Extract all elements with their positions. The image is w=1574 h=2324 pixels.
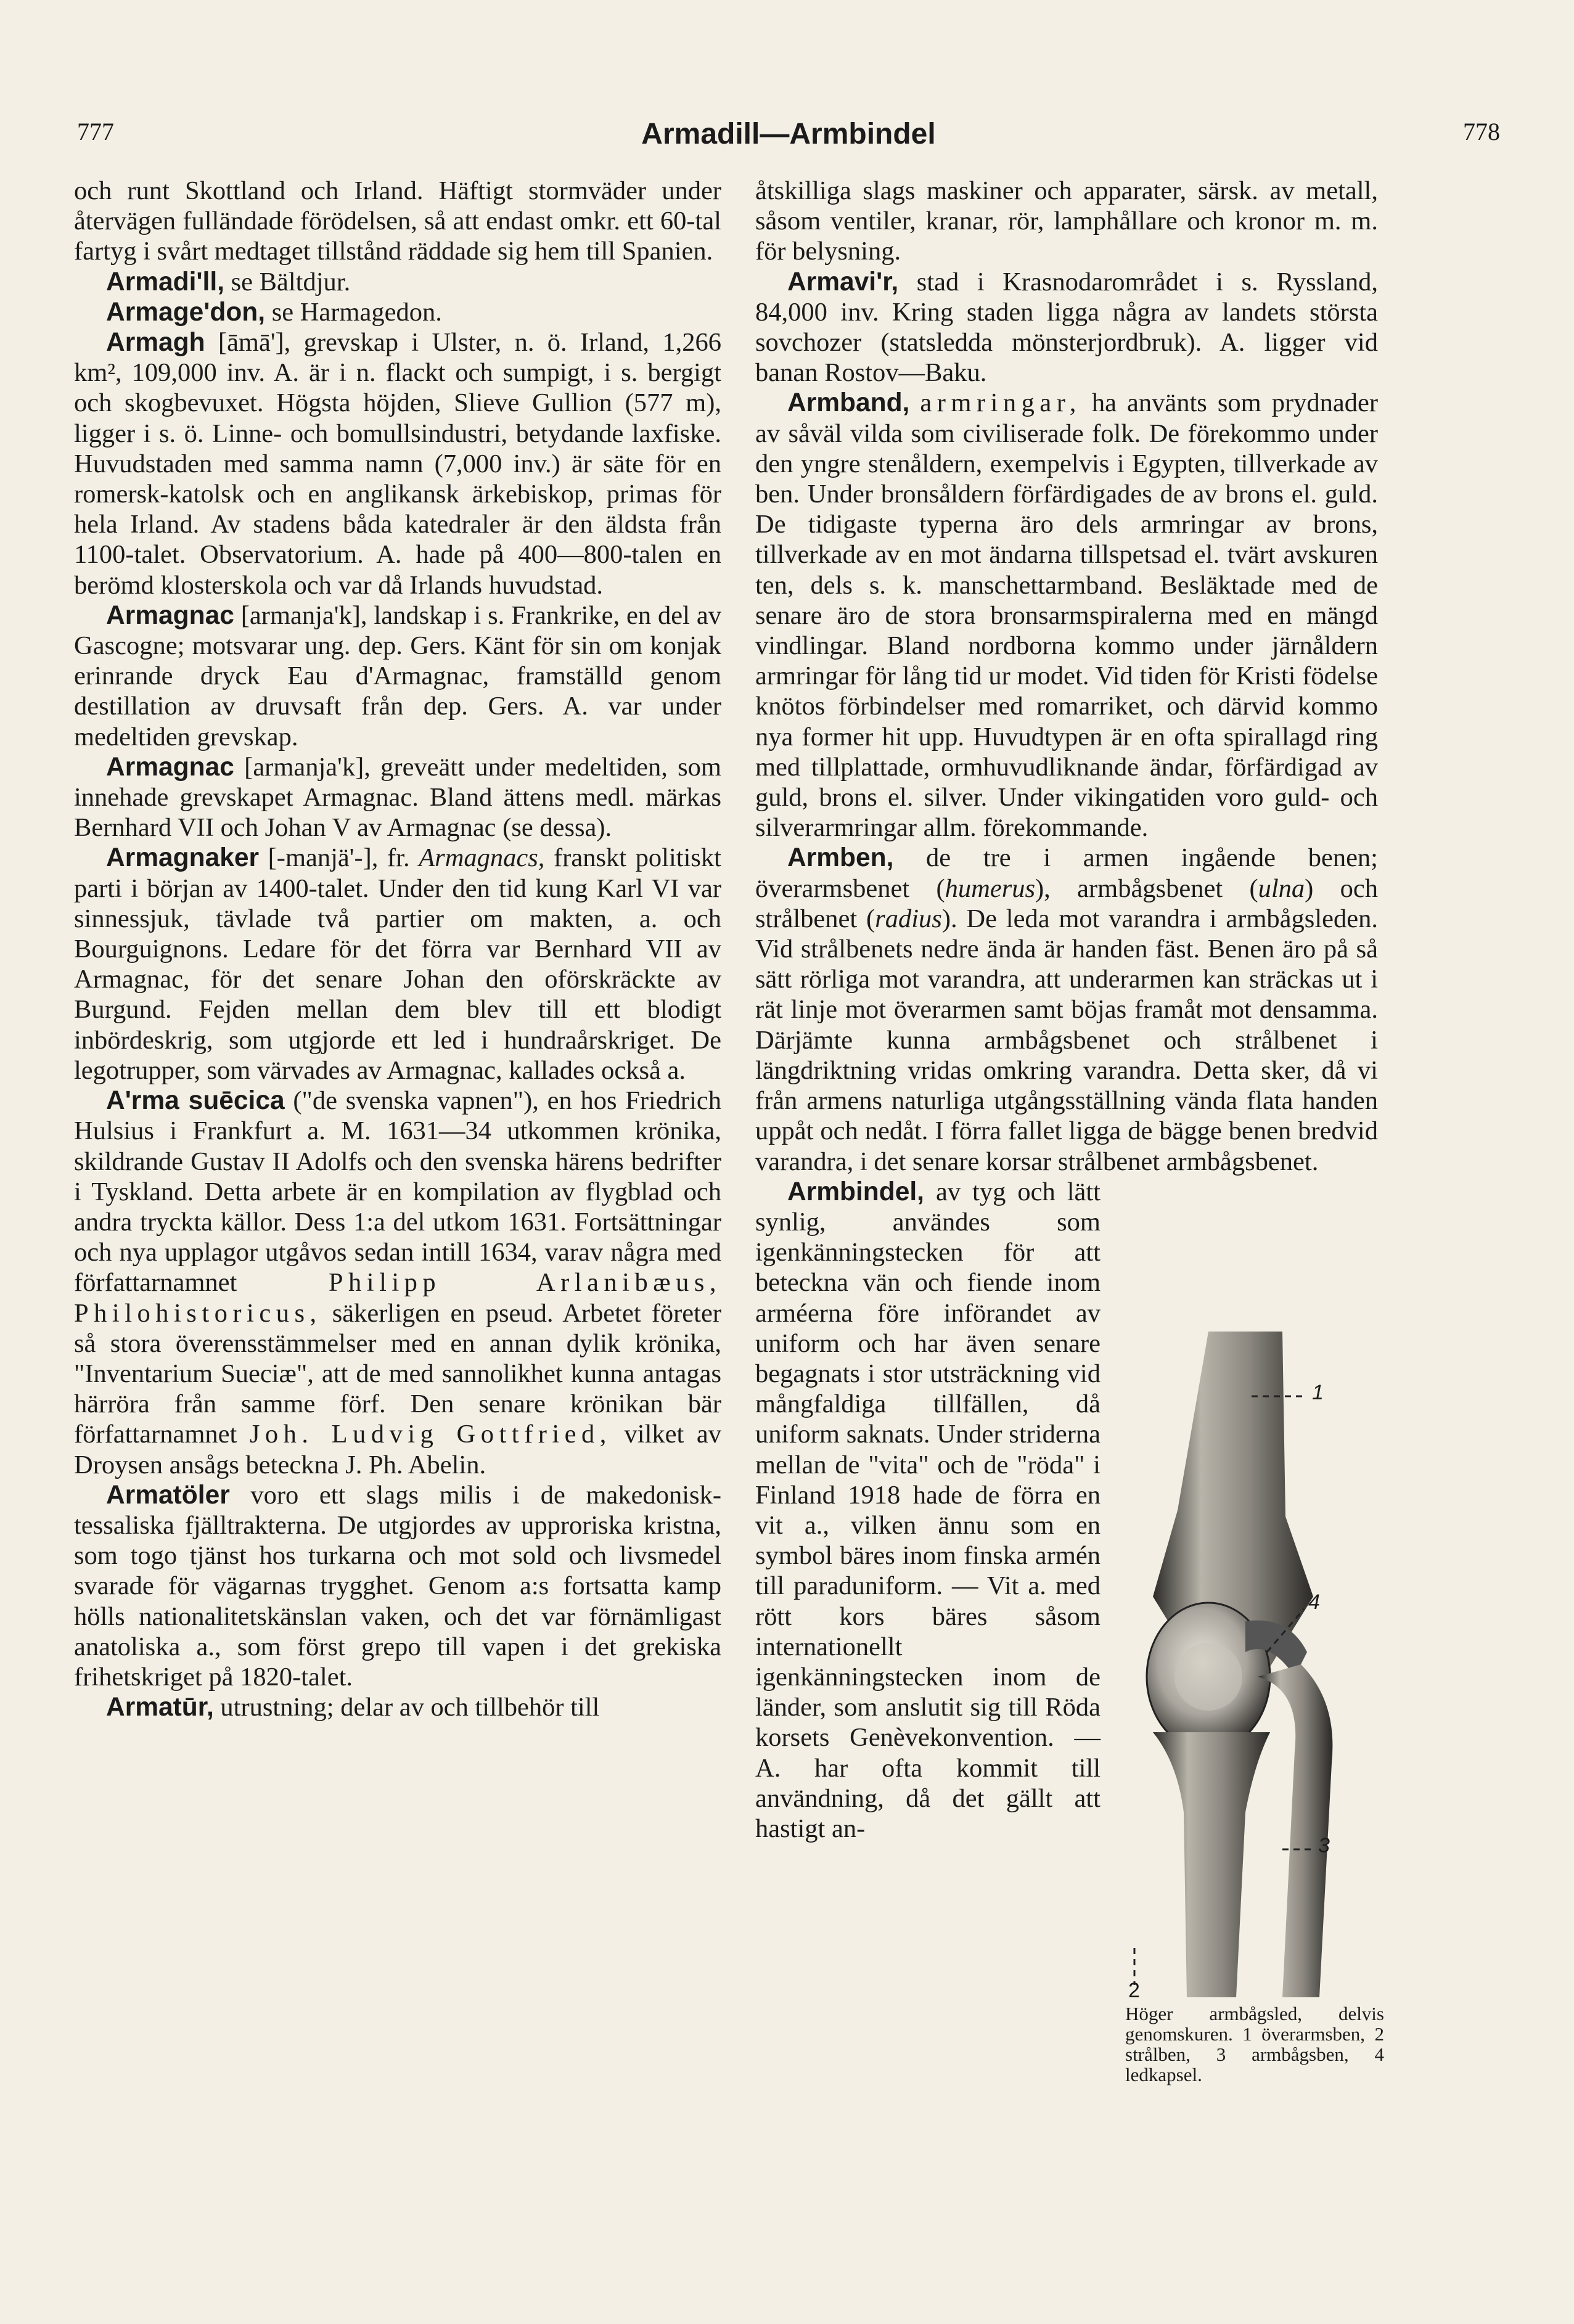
running-title: Armadill—Armbindel (641, 118, 936, 150)
entry-italic: ulna (1258, 874, 1305, 903)
entry-armagedon (74, 297, 721, 327)
entry-text: se Harmagedon. (265, 297, 442, 327)
figure-label-1: 1 (1312, 1381, 1324, 1404)
entry-text: [āmā'], grevskap i Ulster, n. ö. Irland, 1,266 km², 109,000 inv. A. är i n. flackt och sumpigt, i s. bergigt och skogbevuxet. Högsta höjden, Slieve Gullion (577 m), ligger i s. ö. Linne- och bomullsindustri, betydande laxfiske. Huvudstaden med samma namn (7,000 inv.) är säte för en romersk-katolsk och en anglikansk ärkebiskop, primas för hela Irland. Av stadens båda katedraler är den äldsta från 1100-talet. Observatorium. A. hade på 400—800-talen en berömd klosterskola och var då Irlands huvudstad. (74, 328, 721, 600)
figure-label-4: 4 (1308, 1590, 1320, 1614)
entry-armagnac-landskap (74, 600, 721, 752)
entry-text: av tyg och lätt synlig, användes som igenkänningstecken för att beteckna vän och fiende inom arméerna före införandet av uniform och har även senare begagnats i stor utsträckning vid mångfaldiga tillfällen, då uniform saknats. Under striderna mellan de "vita" och de "röda" i Finland 1918 hade de förra en vit a., vilken ännu som en symbol bäres inom finska armén till paraduniform. — Vit a. med rött kors bäres såsom internationellt igenkänningstecken inom de länder, som anslutit sig till Röda korsets Genèvekonvention. — A. har ofta kommit till användning, då det gällt att hastigt an- (755, 1177, 1101, 1843)
headword: Armatūr, (106, 1693, 214, 1722)
figure-label-2: 2 (1128, 1979, 1140, 2002)
headword: A'rma suēcica (106, 1086, 285, 1116)
entry-italic: humerus (945, 874, 1036, 903)
entry-text: vilket av Droysen ansågs beteckna J. Ph. Abelin. (74, 1420, 722, 1479)
entry-text: ha använts som prydnader av såväl vilda som civiliserade folk. De förekommo under den yngre stenåldern, exempelvis i Egypten, tillverkade av ben. Under bronsåldern förfärdigades de av brons el. guld. De tidigaste typerna äro dels armringar av brons, tillverkade av en mot ändarna tillspetsad el. tvärt avskuren ten, dels s. k. manschettarmband. Besläktade med de senare äro de stora bronsarmspiralerna med en mängd vindlingar. Bland nordborna kommo under järnåldern armringar för lång tid ur modet. Vid tiden för Kristi födelse knötos förbindelser med romarriket, och därvid kommo nya former hit upp. Huvudtypen är en ofta spirallagd ring med tillplattade, ormhuvudliknande ändar, förfärdigad av guld, brons el. silver. Under vikingatiden voro guld- och silverarmringar allm. förekommande. (755, 388, 1378, 843)
entry-armbindel (755, 1177, 1101, 1844)
entry-armagh (74, 327, 721, 600)
entry-text: utrustning; delar av och tillbehör till (213, 1693, 600, 1722)
page-number-right: 778 (1463, 118, 1500, 145)
entry-arma-suecica (74, 1086, 721, 1480)
entry-armband (755, 388, 1378, 843)
headword: Armavi'r, (787, 267, 899, 297)
spaced-name: Joh. Ludvig Gottfried, (249, 1420, 612, 1449)
headword: Armadi'll, (106, 267, 224, 297)
entry-text: stad i Krasnodarområdet i s. Ryssland, 84,000 inv. Kring staden ligga några av landets största sovchozer (statsledda mönsterjordbruk). A. ligger vid banan Rostov—Baku. (755, 267, 1378, 388)
entry-text: [armanja'k], landskap i s. Frankrike, en del av Gascogne; motsvarar ung. dep. Gers. Känt för sin om konjak erinrande dryck Eau d'Armagnac, framställd genom destillation av druvsaft från dep. Gers. A. var under medeltiden grevskap. (74, 600, 721, 751)
headword: Armbindel, (787, 1177, 924, 1206)
spaced-name: Philipp Arlanibæus, Philohistoricus, (74, 1268, 721, 1328)
headword: Armben, (787, 843, 894, 873)
entry-text: ), armbågsbenet ( (1035, 874, 1258, 903)
headword: Armage'don, (106, 297, 266, 327)
entry-text: [-manjä'-], fr. (259, 843, 419, 873)
entry-armatoler (74, 1480, 721, 1692)
entry-italic: radius (875, 904, 942, 933)
headword: Armagnac (106, 600, 234, 630)
headword: Armband, (787, 388, 910, 418)
entry-text: se Bältdjur. (224, 267, 351, 297)
entry-text: ). De leda mot varandra i armbågsleden. Vid strålbenets nedre ända är handen fäst. Benen äro på så sätt rörliga mot varandra, att underarmen kan sträckas ut i rät linje mot överarmen samt böjas framåt mot densamma. Därjämte kunna armbågsbenet och strålbenet i längdriktning vridas omkring varandra. Detta sker, då vi från armens naturliga utgångsställning vända flata handen uppåt och nedåt. I förra fallet ligga de bägge benen bredvid varandra, i det senare korsar strålbenet armbågsbenet. (755, 904, 1378, 1176)
entry-text: [armanja'k], greveätt under medeltiden, som innehade grevskapet Armagnac. Bland ättens medl. märkas Bernhard VII och Johan V av Armagnac (se dessa). (74, 752, 721, 843)
headword: Armatöler (106, 1480, 230, 1510)
elbow-illustration (1128, 1332, 1387, 1997)
entry-text: säkerligen en pseud. Arbetet företer så stora överensstämmelser med en annan dylik krönika, "Inventarium Sueciæ", att de med sannolikhet kunna antagas härröra från samme förf. Den senare krönikan bär författarnamnet (74, 1298, 721, 1449)
spaced-term: armringar, (920, 388, 1081, 418)
entry-armavir (755, 267, 1378, 388)
entry-text: de tre i armen ingående benen; överarmsbenet ( (755, 843, 1378, 903)
entry-armagnaker (74, 843, 721, 1086)
entry-text: ("de svenska vapnen"), en hos Friedrich Hulsius i Frankfurt a. M. 1631—34 utkommen krönika, skildrande Gustav II Adolfs och den svenska härens bedrifter i Tyskland. Detta arbete är en kompilation av flygblad och andra tryckta källor. Dess 1:a del utkom 1631. Fortsättningar och nya upplagor utgåvos sedan intill 1634, varav några med författarnamnet (74, 1086, 721, 1298)
entry-armagnac-att (74, 752, 721, 843)
left-column (74, 176, 721, 1722)
entry-continuation: åtskilliga slags maskiner och apparater, särsk. av metall, såsom ventiler, kranar, rör, lamphållare och kronor m. m. för belysning. (755, 176, 1378, 266)
entry-text: ) och strålbenet ( (755, 874, 1378, 933)
entry-continuation: och runt Skottland och Irland. Häftigt stormväder under återvägen fulländade förödelsen, så att endast omkr. ett 60-tal fartyg i svårt medtaget tillstånd räddade sig hem till Spanien. (74, 176, 721, 266)
entry-armadill (74, 267, 721, 297)
headword: Armagnac (106, 752, 234, 782)
entry-italic: Armagnacs, (419, 843, 545, 873)
page-header (77, 117, 1500, 166)
entry-armben (755, 843, 1378, 1176)
headword: Armagnaker (106, 843, 260, 873)
headword: Armagh (106, 328, 205, 358)
figure-caption: Höger armbågsled, delvis genomskuren. 1 överarmsben, 2 strålben, 3 armbågsben, 4 ledkapsel. (1125, 2003, 1384, 2085)
page-number-left: 777 (77, 118, 114, 145)
entry-text: voro ett slags milis i de makedonisk-tessaliska fjälltrakterna. De utgjordes av upproriska kristna, som togo tjänst hos turkarna och mot sold och livsmedel svarade för vägarnas trygghet. Genom a:s fortsatta kamp hölls nationalitetskänslan vaken, och det var förnämligast anatoliska a., som först grepo till vapen i det grekiska frihetskriget på 1820-talet. (74, 1480, 721, 1692)
entry-text: franskt politiskt parti i början av 1400-talet. Under den tid kung Karl VI var sinnessjuk, tävlade två partier om makten, a. och Bourguignons. Ledare för det förra var Bernhard VII av Armagnac, för det senare Johan den oförskräckte av Burgund. Fejden mellan dem blev till ett blodigt inbördeskrig, som utgjorde ett led i hundraårskriget. De legotrupper, som värvades av Armagnac, kallades också a. (74, 843, 721, 1085)
entry-armatur (74, 1692, 721, 1722)
figure-label-3: 3 (1318, 1834, 1330, 1857)
